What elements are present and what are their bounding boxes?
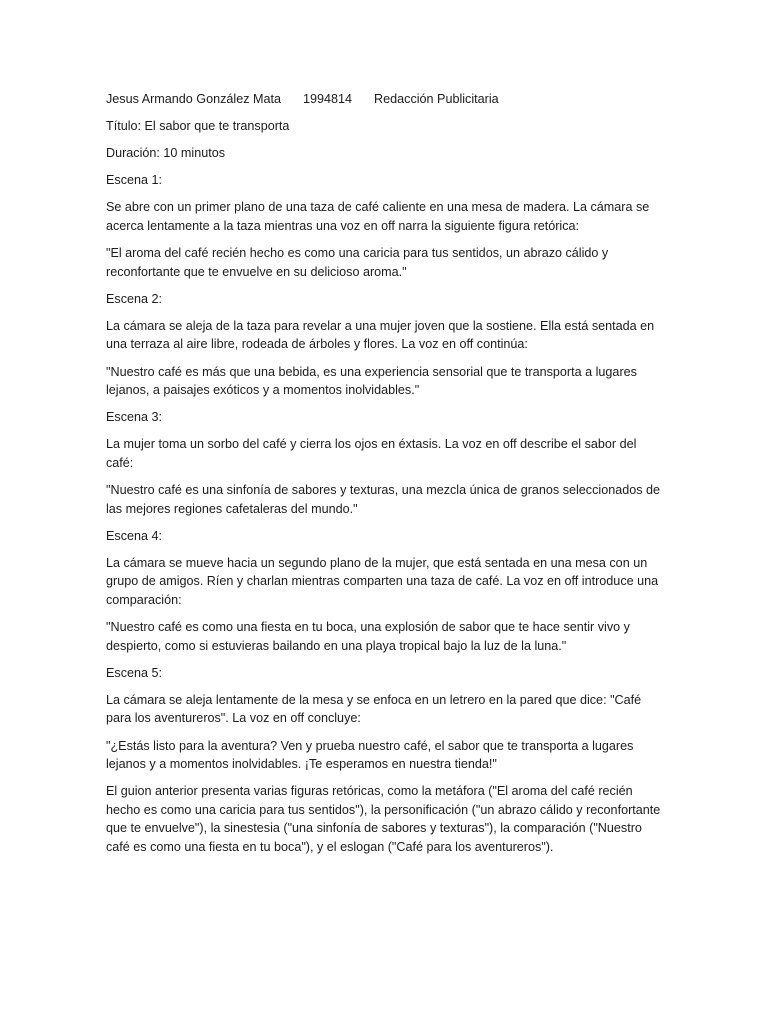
scene-4-quote: "Nuestro café es como una fiesta en tu boca, una explosión de sabor que te hace sentir vivo y despierto, como si estuvieras bailando en una playa tropical bajo la luz de la luna."	[106, 620, 630, 653]
author-header	[106, 90, 666, 109]
scene-1-description: Se abre con un primer plano de una taza de café caliente en una mesa de madera. La cámara se acerca lentamente a la taza mientras una voz en off narra la siguiente figura retórica:	[106, 200, 650, 233]
scene-4-label: Escena 4:	[106, 528, 163, 543]
script-title: Título: El sabor que te transporta	[106, 119, 290, 134]
scene-3-description: La mujer toma un sorbo del café y cierra los ojos en éxtasis. La voz en off describe el sabor del café:	[106, 437, 637, 470]
scene-5-description: La cámara se aleja lentamente de la mesa y se enfoca en un letrero en la pared que dice: "Café para los aventureros". La voz en off concluye:	[106, 692, 642, 726]
scene-1-quote: "El aroma del café recién hecho es como una caricia para tus sentidos, un abrazo cálido y reconfortante que te envuelve en su delicioso aroma."	[106, 246, 609, 279]
conclusion-paragraph: El guion anterior presenta varias figuras retóricas, como la metáfora ("El aroma del café recién hecho es como una caricia para tus sentidos"), la personificación ("un abrazo cálido y reconfortante que te envuelve"), la sinestesia ("una sinfonía de sabores y texturas"), la comparación ("Nuestro café es como una fiesta en tu boca"), y el eslogan ("Café para los aventureros").	[106, 784, 661, 854]
script-duration: Duración: 10 minutos	[106, 146, 226, 161]
scene-2-quote: "Nuestro café es más que una bebida, es una experiencia sensorial que te transporta a lugares lejanos, a paisajes exóticos y a momentos inolvidables."	[106, 364, 637, 398]
scene-5-label: Escena 5:	[106, 665, 163, 680]
scene-5-quote: "¿Estás listo para la aventura? Ven y prueba nuestro café, el sabor que te transporta a lugares lejanos y a momentos inolvidables. ¡Te esperamos en nuestra tienda!"	[106, 738, 634, 772]
document-body	[106, 90, 666, 865]
scene-4-description: La cámara se mueve hacia un segundo plano de la mujer, que está sentada en una mesa con un grupo de amigos. Ríen y charlan mientras comparten una taza de café. La voz en off introduce una comparación:	[106, 555, 659, 607]
student-id: 1994814	[303, 92, 353, 106]
scene-2-label: Escena 2:	[106, 291, 163, 306]
scene-2-description: La cámara se aleja de la taza para revelar a una mujer joven que la sostiene. Ella está sentada en una terraza al aire libre, rodeada de árboles y flores. La voz en off continúa:	[106, 318, 655, 352]
scene-3-quote: "Nuestro café es una sinfonía de sabores y texturas, una mezcla única de granos seleccionados de las mejores regiones cafetaleras del mundo."	[106, 483, 661, 516]
author-name: Jesus Armando González Mata	[106, 92, 282, 106]
scene-3-label: Escena 3:	[106, 410, 163, 425]
course-name: Redacción Publicitaria	[374, 92, 499, 106]
scene-1-label: Escena 1:	[106, 173, 163, 188]
